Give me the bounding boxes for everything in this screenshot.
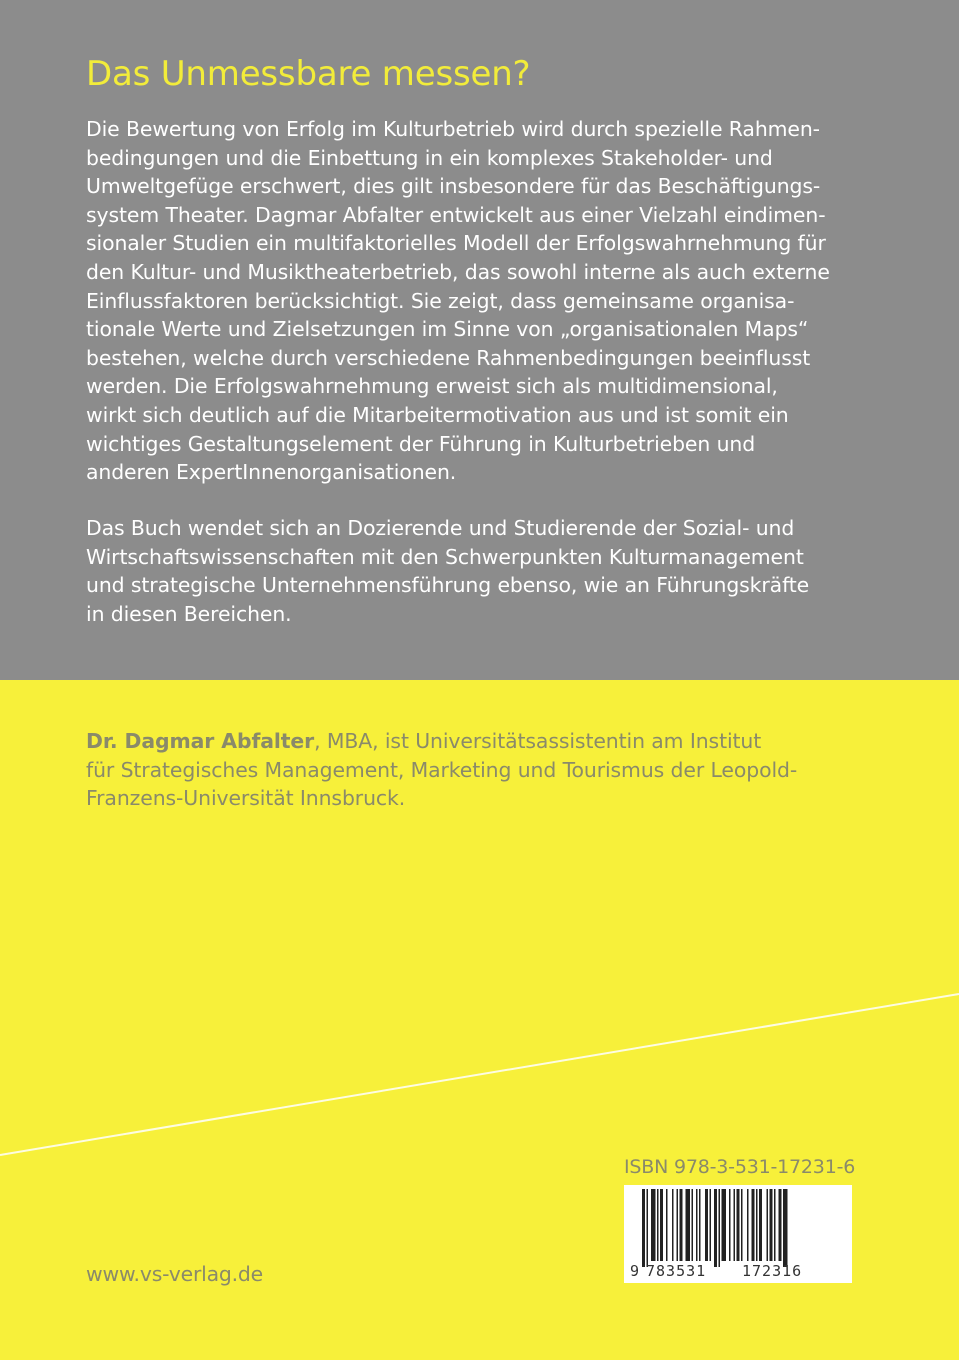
barcode-bar	[657, 1189, 659, 1261]
book-title: Das Unmessbare messen?	[86, 54, 531, 94]
barcode-bar	[747, 1189, 749, 1261]
isbn-barcode	[624, 1185, 852, 1283]
barcode-bar	[705, 1189, 708, 1261]
decorative-diagonal-line	[0, 990, 959, 1160]
description-paragraph-2	[86, 514, 886, 628]
barcode-bars	[642, 1189, 788, 1267]
barcode-bar	[647, 1189, 649, 1267]
barcode-bar	[680, 1189, 683, 1261]
text-line: tionale Werte und Zielsetzungen im Sinne von „organisationalen Maps“	[86, 317, 809, 342]
barcode-bar	[714, 1189, 717, 1267]
barcode-bar	[642, 1189, 645, 1267]
author-bio	[86, 727, 886, 813]
text-line: wichtiges Gestaltungselement der Führung in Kulturbetrieben und	[86, 431, 756, 456]
author-name: Dr. Dagmar Abfalter	[86, 729, 315, 753]
author-bio-line-3: Franzens-Universität Innsbruck.	[86, 786, 406, 811]
barcode-bar	[734, 1189, 736, 1261]
text-line: wirkt sich deutlich auf die Mitarbeitermotivation aus und ist somit ein	[86, 402, 789, 427]
barcode-bar	[686, 1189, 691, 1261]
barcode-bar	[779, 1189, 782, 1261]
text-line: system Theater. Dagmar Abfalter entwickelt aus einer Vielzahl eindimen-	[86, 202, 826, 227]
barcode-bar	[756, 1189, 758, 1261]
text-line: Das Buch wendet sich an Dozierende und Studierende der Sozial- und	[86, 516, 795, 540]
isbn-number: ISBN 978-3-531-17231-6	[624, 1156, 856, 1178]
barcode-bar	[677, 1189, 679, 1261]
text-line: und strategische Unternehmensführung ebenso, wie an Führungskräfte	[86, 573, 810, 598]
text-line: Umweltgefüge erschwert, dies gilt insbesondere für das Beschäftigungs-	[86, 174, 821, 199]
barcode-digits-left: 783531	[646, 1262, 707, 1280]
barcode-bar	[710, 1189, 712, 1261]
barcode-bar	[729, 1189, 731, 1261]
barcode-bar	[719, 1189, 721, 1267]
barcode-bar	[651, 1189, 656, 1261]
text-line: anderen ExpertInnenorganisationen.	[86, 460, 457, 485]
barcode-digits-right: 172316	[742, 1262, 803, 1280]
barcode-bar	[722, 1189, 727, 1261]
author-bio-line-1	[86, 727, 886, 756]
text-line: sionaler Studien ein multifaktorielles Modell der Erfolgswahrnehmung für	[86, 231, 826, 256]
publisher-website: www.vs-verlag.de	[86, 1262, 264, 1286]
text-line: Wirtschaftswissenschaften mit den Schwerpunkten Kulturmanagement	[86, 544, 804, 569]
barcode-bar	[752, 1189, 755, 1261]
barcode-bar	[774, 1189, 776, 1261]
text-line: werden. Die Erfolgswahrnehmung erweist sich als multidimensional,	[86, 374, 778, 399]
barcode-digit-first: 9	[630, 1262, 640, 1280]
barcode-bar	[692, 1189, 694, 1261]
author-bio-text: , MBA, ist Universitätsassistentin am Institut	[314, 729, 762, 753]
barcode-bar	[783, 1189, 788, 1267]
text-line: den Kultur- und Musiktheaterbetrieb, das sowohl interne als auch externe	[86, 259, 830, 284]
barcode-bar	[741, 1189, 743, 1261]
barcode-bar	[699, 1189, 701, 1261]
author-bio-line-2: für Strategisches Management, Marketing und Tourismus der Leopold-	[86, 757, 798, 782]
barcode-bar	[660, 1189, 663, 1261]
text-line: bedingungen und die Einbettung in ein komplexes Stakeholder- und	[86, 145, 773, 170]
barcode-bar	[672, 1189, 674, 1261]
barcode-bar	[770, 1189, 773, 1261]
barcode-bar	[666, 1189, 668, 1261]
text-line: Die Bewertung von Erfolg im Kulturbetrieb wird durch spezielle Rahmen-	[86, 117, 820, 141]
text-line: bestehen, welche durch verschiedene Rahmenbedingungen beeinflusst	[86, 345, 811, 370]
description-paragraph-1	[86, 115, 886, 487]
barcode-bar	[696, 1189, 698, 1261]
text-line: Einflussfaktoren berücksichtigt. Sie zeigt, dass gemeinsame organisa-	[86, 288, 795, 313]
barcode-bar	[759, 1189, 762, 1261]
barcode-bar	[767, 1189, 769, 1261]
barcode-bar	[737, 1189, 740, 1261]
text-line: in diesen Bereichen.	[86, 601, 292, 626]
